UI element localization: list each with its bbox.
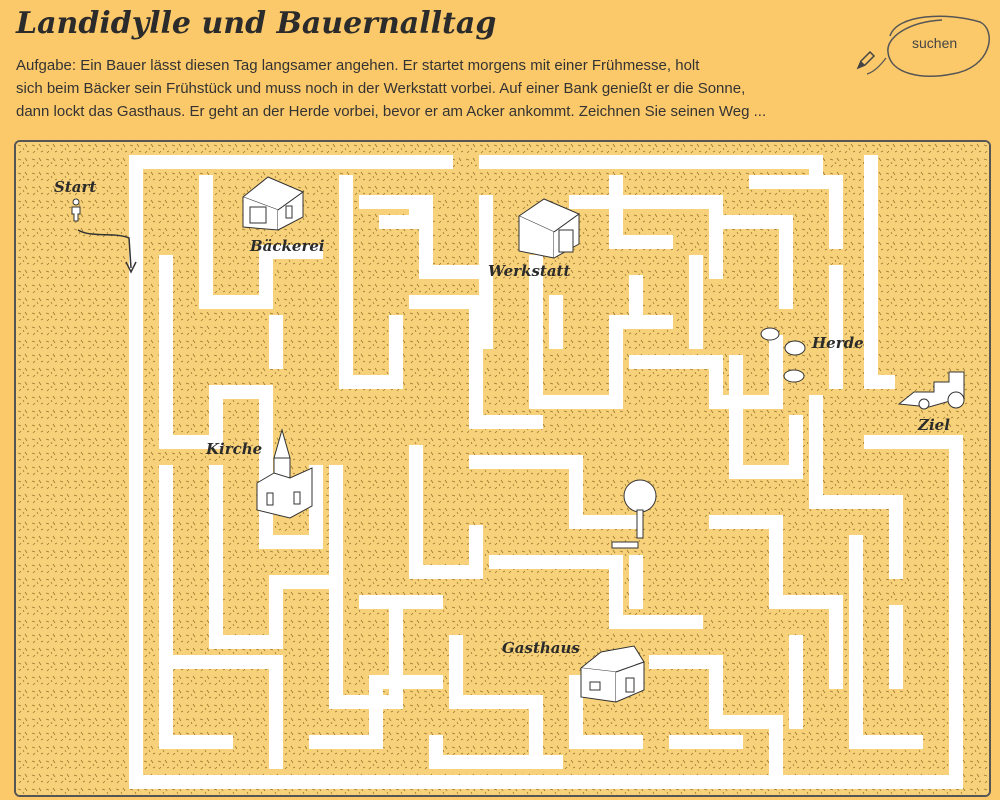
tractor-icon (894, 362, 972, 412)
maze-label-kirche: Kirche (206, 440, 263, 458)
task-line: Aufgabe: Ein Bauer lässt diesen Tag langsamer angehen. Er startet morgens mit einer Frühmesse, holt (16, 57, 700, 74)
maze-label-ziel: Ziel (918, 416, 950, 434)
sheep-icon (760, 326, 820, 388)
church-icon (252, 428, 322, 524)
task-line: dann lockt das Gasthaus. Er geht an der Herde vorbei, bevor er am Acker ankommt. Zeichnen Sie seinen Weg ... (16, 103, 767, 120)
maze-label-start: Start (54, 178, 97, 196)
task-description (16, 54, 861, 123)
search-label[interactable]: suchen (912, 35, 958, 51)
bakery-icon (238, 172, 308, 232)
tree-bench-icon (610, 476, 668, 554)
farmer-icon (70, 198, 82, 222)
maze-label-herde: Herde (812, 334, 864, 352)
maze (14, 140, 991, 797)
inn-icon (576, 642, 648, 704)
workshop-icon (514, 196, 584, 266)
page-title: Landidylle und Bauernalltag (16, 6, 497, 41)
maze-board[interactable] (16, 142, 989, 795)
maze-label-gasthaus: Gasthaus (502, 639, 580, 657)
task-line: sich beim Bäcker sein Frühstück und muss noch in der Werkstatt vorbei. Auf einer Bank genießt er die Sonne, (16, 80, 746, 97)
maze-label-baeckerei: Bäckerei (250, 237, 325, 255)
maze-label-werkstatt: Werkstatt (488, 262, 571, 280)
search-button[interactable] (852, 8, 992, 88)
